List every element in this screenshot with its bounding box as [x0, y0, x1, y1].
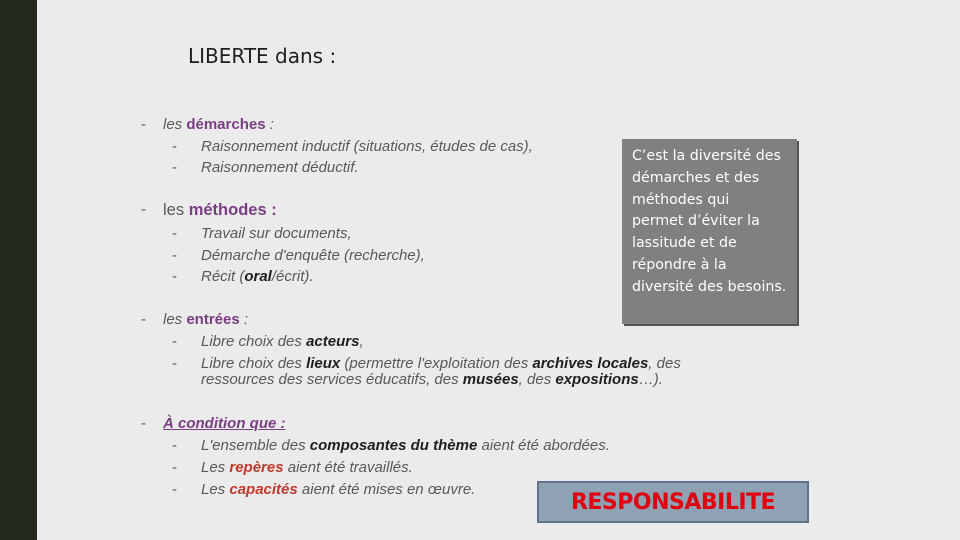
methodes-keyword: méthodes : [188, 201, 277, 219]
condition-keyword: À condition que : [163, 415, 286, 432]
condition-item: Les capacités aient été mises en œuvre. [201, 481, 476, 498]
sub-dash: - [172, 333, 177, 350]
responsabilite-box: RESPONSABILITE [537, 481, 809, 523]
demarches-heading: les démarches : [163, 116, 274, 133]
demarches-item: Raisonnement déductif. [201, 159, 359, 176]
slide-title: LIBERTE dans : [188, 44, 337, 68]
condition-item: Les repères aient été travaillés. [201, 459, 413, 476]
bullet-dash: - [141, 116, 146, 133]
sub-dash: - [172, 355, 177, 372]
sub-dash: - [172, 481, 177, 498]
bullet-dash: - [141, 311, 146, 328]
entrees-keyword: entrées [186, 311, 240, 328]
sub-dash: - [172, 138, 177, 155]
entrees-item: Libre choix des acteurs, [201, 333, 364, 350]
methodes-item: Récit (oral/écrit). [201, 268, 314, 285]
demarches-keyword: démarches [186, 116, 266, 133]
sub-dash: - [172, 247, 177, 264]
methodes-heading: les méthodes : [163, 201, 277, 219]
methodes-item: Travail sur documents, [201, 225, 352, 242]
bullet-dash: - [141, 201, 146, 218]
sub-dash: - [172, 225, 177, 242]
sub-dash: - [172, 159, 177, 176]
entrees-item: Libre choix des lieux (permettre l'exploitation des archives locales, des [201, 355, 681, 372]
condition-item: L'ensemble des composantes du thème aient été abordées. [201, 437, 610, 454]
left-accent-bar [0, 0, 37, 540]
methodes-item: Démarche d'enquête (recherche), [201, 247, 425, 264]
callout-text: C’est la diversité des démarches et des méthodes qui permet d’éviter la lassitude et de répondre à la diversité des besoins. [632, 148, 787, 295]
entrees-item-continued: ressources des services éducatifs, des musées, des expositions…). [201, 371, 663, 388]
sub-dash: - [172, 437, 177, 454]
sub-dash: - [172, 459, 177, 476]
entrees-heading: les entrées : [163, 311, 249, 328]
sub-dash: - [172, 268, 177, 285]
bullet-dash: - [141, 415, 146, 432]
diversity-callout-box [622, 139, 797, 324]
demarches-item: Raisonnement inductif (situations, études de cas), [201, 138, 533, 155]
condition-heading [163, 415, 285, 432]
